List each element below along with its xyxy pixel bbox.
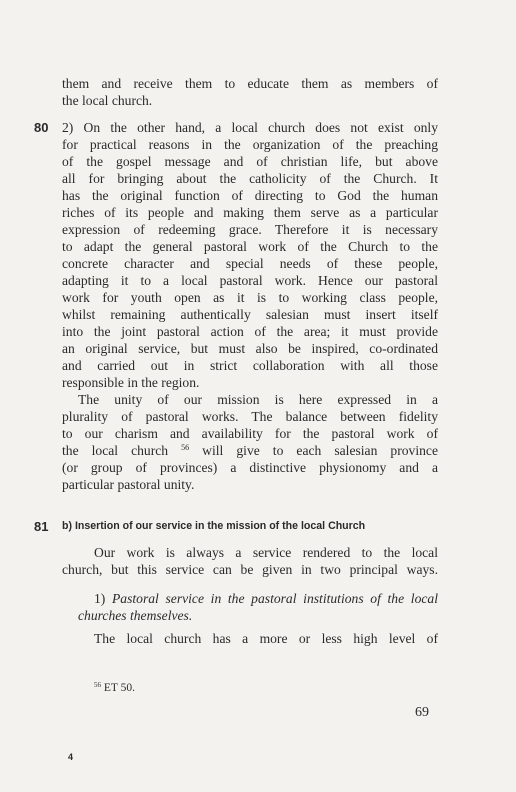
paragraph-number-81: 81 [34, 519, 49, 534]
body-line: responsible in the region. [62, 375, 200, 390]
page-number: 69 [415, 705, 429, 720]
footnote [94, 681, 135, 696]
footnote-text: ET 50. [103, 682, 135, 694]
body-line: to adapt the general pastoral work of the Church to the [62, 239, 438, 254]
body-line: plurality of pastoral works. The balance between fidelity [62, 409, 438, 424]
body-line: 2) On the other hand, a local church does not exist only [62, 120, 438, 135]
body-line: has the original function of directing to God the human [62, 188, 438, 203]
italic-title: Pastoral service in the pastoral institutions of the local [112, 591, 438, 606]
body-line: particular pastoral unity. [62, 477, 195, 492]
body-line: (or group of provinces) a distinctive physionomy and a [62, 460, 438, 475]
footnote-marker: 56 [94, 681, 101, 689]
body-line: The unity of our mission is here expressed in a [78, 392, 438, 407]
paragraph-number-80: 80 [34, 120, 49, 135]
body-line-with-footnote-ref [62, 442, 438, 459]
body-line: them and receive them to educate them as members of [62, 76, 438, 91]
body-line: church, but this service can be given in two principal ways. [62, 562, 438, 577]
body-line: the local church. [62, 93, 153, 108]
list-item-number: 1) [94, 591, 106, 606]
text-fragment: will give to each salesian province [189, 443, 438, 458]
section-heading: b) Insertion of our service in the mission of the local Church [62, 520, 366, 532]
body-line: into the joint pastoral action of the area; it must provide [62, 324, 438, 339]
body-line: and carried out in strict collaboration with all those [62, 358, 438, 373]
footnote-reference: 56 [181, 443, 190, 452]
body-line: adapting it to a local pastoral work. Hence our pastoral [62, 273, 438, 288]
body-line: whilst remaining authentically salesian must insert itself [62, 307, 438, 322]
body-line: all for bringing about the catholicity of the Church. It [62, 171, 438, 186]
body-line: an original service, but must also be inspired, co-ordinated [62, 341, 438, 356]
body-line: work for youth open as it is to working class people, [62, 290, 438, 305]
body-line: concrete character and special needs of these people, [62, 256, 438, 271]
italic-title: churches themselves. [78, 608, 193, 623]
signature-mark: 4 [68, 752, 74, 762]
body-line: of the gospel message and of christian life, but above [62, 154, 438, 169]
body-line: expression of redeeming grace. Therefore it is necessary [62, 222, 438, 237]
body-line: riches of its people and making them serve as a particular [62, 205, 438, 220]
body-line: to our charism and availability for the pastoral work of [62, 426, 438, 441]
body-line: Our work is always a service rendered to the local [94, 545, 438, 560]
list-item-title [94, 590, 438, 607]
body-line: The local church has a more or less high level of [94, 631, 438, 646]
text-fragment: the local church [62, 443, 169, 458]
body-line: for practical reasons in the organization of the preaching [62, 137, 438, 152]
list-item-title-continued [78, 607, 438, 624]
